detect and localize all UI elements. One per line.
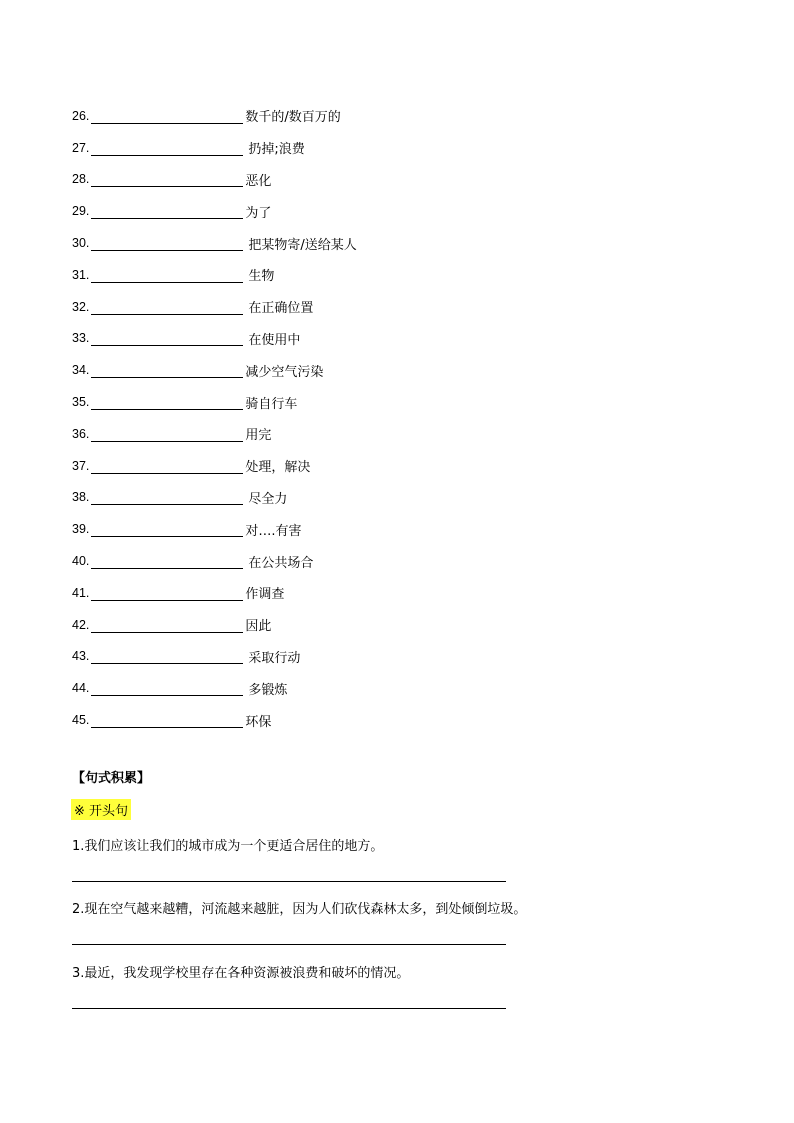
vocab-meaning: 减少空气污染: [245, 364, 324, 380]
vocab-number: 38.: [72, 490, 90, 505]
sentence-2: 2.现在空气越来越糟，河流越来越脏，因为人们砍伐森林太多，到处倾倒垃圾。: [72, 902, 527, 917]
vocab-meaning: 生物: [248, 269, 275, 285]
vocab-meaning: 为了: [245, 205, 272, 221]
vocab-row: [72, 323, 357, 355]
vocab-meaning: 把某物寄/送给某人: [248, 237, 357, 253]
vocab-answer-blank[interactable]: [91, 712, 243, 728]
vocab-number: 31.: [72, 267, 90, 282]
vocab-number: 32.: [72, 299, 90, 314]
answer-line-3[interactable]: [72, 1008, 506, 1009]
vocab-number: 36.: [72, 426, 90, 441]
vocab-number: 26.: [72, 108, 90, 123]
vocab-answer-blank[interactable]: [91, 108, 243, 124]
vocab-answer-blank[interactable]: [91, 489, 243, 505]
vocab-meaning: 用完: [245, 428, 272, 444]
sentence-3: 3.最近，我发现学校里存在各种资源被浪费和破坏的情况。: [72, 966, 410, 981]
vocab-meaning: 因此: [245, 619, 272, 635]
vocab-meaning: 在正确位置: [248, 301, 314, 317]
vocab-number: 41.: [72, 585, 90, 600]
vocab-number: 30.: [72, 236, 90, 251]
vocab-answer-blank[interactable]: [91, 680, 243, 696]
vocab-meaning: 数千的/数百万的: [245, 110, 341, 126]
sentence-1: 1.我们应该让我们的城市成为一个更适合居住的地方。: [72, 839, 384, 854]
vocab-meaning: 扔掉;浪费: [248, 142, 305, 158]
vocab-row: [72, 418, 357, 450]
vocab-meaning: 在使用中: [248, 332, 301, 348]
vocab-answer-blank[interactable]: [91, 394, 243, 410]
vocab-row: [72, 354, 357, 386]
vocab-row: [72, 577, 357, 609]
answer-line-2[interactable]: [72, 944, 506, 945]
vocab-row: [72, 132, 357, 164]
answer-line-1[interactable]: [72, 881, 506, 882]
section-title: 【句式积累】: [72, 771, 151, 786]
vocab-number: 45.: [72, 713, 90, 728]
vocab-meaning: 恶化: [245, 173, 272, 189]
vocab-number: 33.: [72, 331, 90, 346]
vocab-row: [72, 482, 357, 514]
vocab-answer-blank[interactable]: [91, 617, 243, 633]
vocab-number: 40.: [72, 554, 90, 569]
vocab-answer-blank[interactable]: [91, 458, 243, 474]
vocab-answer-blank[interactable]: [91, 299, 243, 315]
vocab-row: [72, 227, 357, 259]
vocab-number: 42.: [72, 617, 90, 632]
vocab-answer-blank[interactable]: [91, 553, 243, 569]
vocab-number: 28.: [72, 172, 90, 187]
vocab-row: [72, 195, 357, 227]
vocab-meaning: 多锻炼: [248, 682, 288, 698]
vocab-answer-blank[interactable]: [91, 521, 243, 537]
vocab-list: [72, 100, 357, 736]
vocab-row: [72, 704, 357, 736]
vocab-row: [72, 259, 357, 291]
vocab-answer-blank[interactable]: [91, 203, 243, 219]
vocab-row: [72, 545, 357, 577]
vocab-meaning: 处理，解决: [245, 460, 311, 476]
vocab-answer-blank[interactable]: [91, 171, 243, 187]
vocab-number: 27.: [72, 140, 90, 155]
vocab-number: 34.: [72, 363, 90, 378]
vocab-row: [72, 386, 357, 418]
vocab-meaning: 环保: [245, 714, 272, 730]
vocab-answer-blank[interactable]: [91, 426, 243, 442]
vocab-row: [72, 641, 357, 673]
vocab-row: [72, 609, 357, 641]
vocab-answer-blank[interactable]: [91, 267, 243, 283]
vocab-row: [72, 672, 357, 704]
vocab-number: 44.: [72, 681, 90, 696]
vocab-answer-blank[interactable]: [91, 362, 243, 378]
vocab-answer-blank[interactable]: [91, 140, 243, 156]
vocab-number: 37.: [72, 458, 90, 473]
sub-title-highlight: ※ 开头句: [71, 799, 131, 820]
vocab-answer-blank[interactable]: [91, 330, 243, 346]
vocab-row: [72, 291, 357, 323]
vocab-meaning: 尽全力: [248, 491, 288, 507]
vocab-row: [72, 164, 357, 196]
vocab-number: 39.: [72, 522, 90, 537]
vocab-row: [72, 513, 357, 545]
vocab-meaning: 在公共场合: [248, 555, 314, 571]
vocab-meaning: 采取行动: [248, 650, 301, 666]
vocab-meaning: 骑自行车: [245, 396, 298, 412]
vocab-answer-blank[interactable]: [91, 235, 243, 251]
vocab-meaning: 对….有害: [245, 523, 302, 539]
vocab-row: [72, 450, 357, 482]
vocab-number: 35.: [72, 395, 90, 410]
vocab-meaning: 作调查: [245, 587, 285, 603]
vocab-answer-blank[interactable]: [91, 648, 243, 664]
vocab-number: 43.: [72, 649, 90, 664]
vocab-number: 29.: [72, 204, 90, 219]
vocab-answer-blank[interactable]: [91, 585, 243, 601]
vocab-row: [72, 100, 357, 132]
